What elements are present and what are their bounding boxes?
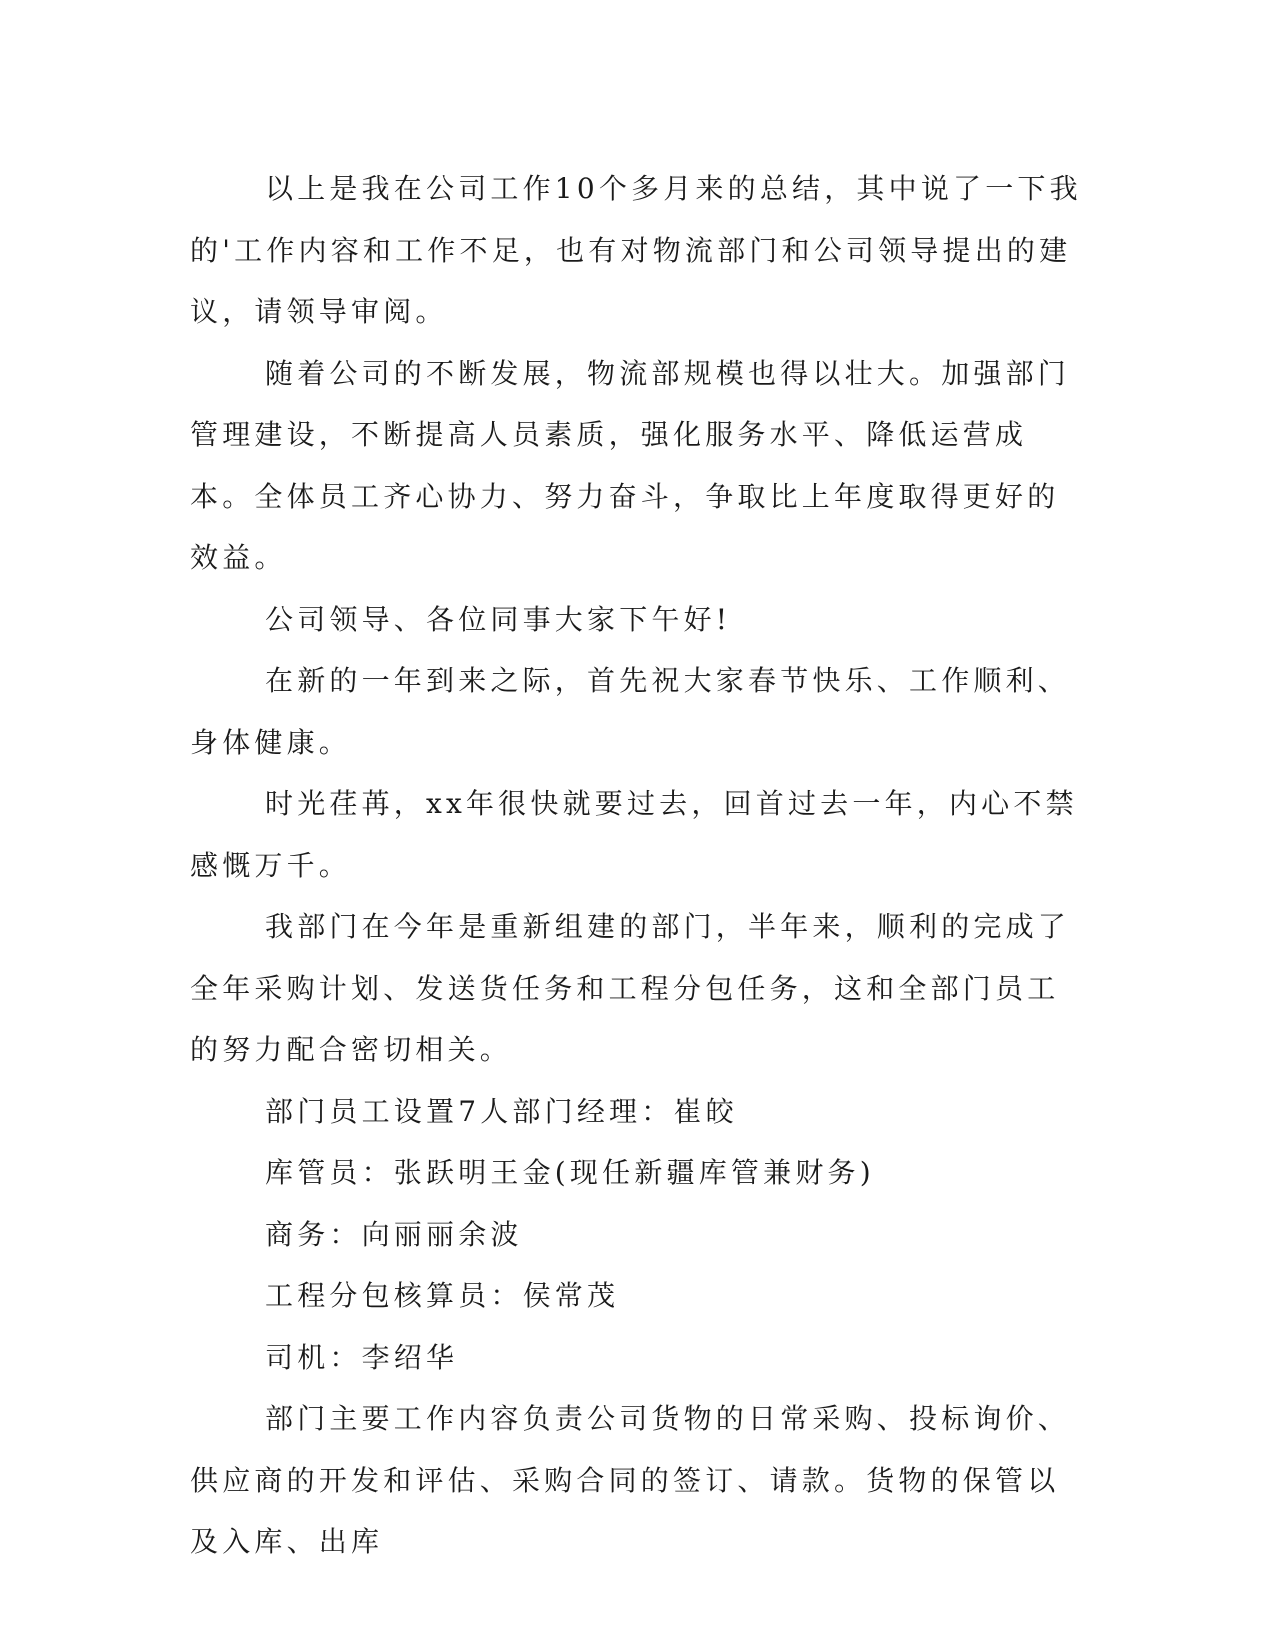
paragraph-accountant: 工程分包核算员：侯常茂: [265, 1279, 620, 1312]
paragraph-greeting: 公司领导、各位同事大家下午好!: [265, 602, 732, 636]
paragraph-staff-setup: 部门员工设置7人部门经理：崔皎: [265, 1094, 738, 1128]
document-body: [190, 158, 1086, 1573]
paragraph-summary: 以上是我在公司工作10个多月来的总结，其中说了一下我的'工作内容和工作不足，也有对物流部门和公司领导提出的建议，请领导审阅。: [190, 172, 1082, 328]
paragraph-driver: 司机：李绍华: [265, 1340, 459, 1374]
paragraph-department: 我部门在今年是重新组建的部门，半年来，顺利的完成了全年采购计划、发送货任务和工程分包任务，这和全部门员工的努力配合密切相关。: [190, 910, 1071, 1066]
paragraph-warehouse-keepers: 库管员：张跃明王金(现任新疆库管兼财务): [265, 1156, 875, 1189]
paragraph-business: 商务：向丽丽余波: [265, 1217, 523, 1251]
paragraph-duties: 部门主要工作内容负责公司货物的日常采购、投标询价、供应商的开发和评估、采购合同的签订、请款。货物的保管以及入库、出库: [190, 1402, 1071, 1558]
paragraph-new-year: 在新的一年到来之际，首先祝大家春节快乐、工作顺利、身体健康。: [190, 664, 1071, 759]
paragraph-development: 随着公司的不断发展，物流部规模也得以壮大。加强部门管理建设，不断提高人员素质，强化服务水平、降低运营成本。全体员工齐心协力、努力奋斗，争取比上年度取得更好的效益。: [190, 356, 1071, 574]
paragraph-reflection: 时光荏苒，xx年很快就要过去，回首过去一年，内心不禁感慨万千。: [190, 787, 1078, 882]
